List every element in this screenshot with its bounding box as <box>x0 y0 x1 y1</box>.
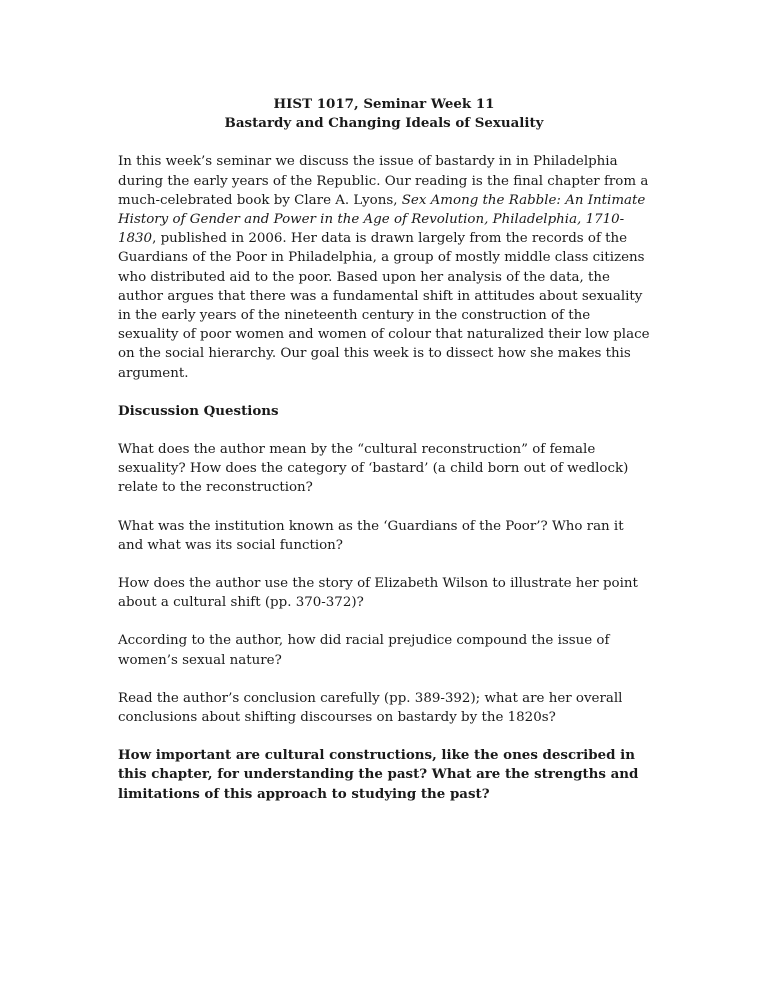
intro-text-before: In this week’s seminar we discuss the issue of bastardy in in Philadelphia during the early years of the Republic. Our reading is the final chapter from a much-celebrated book by Clare A. Lyons, <box>118 154 649 208</box>
discussion-question-1: What does the author mean by the “cultural reconstruction” of female sexuality? How does the category of ‘bastard’ (a child born out of wedlock) relate to the reconstruction? <box>118 442 629 496</box>
discussion-question-3: How does the author use the story of Elizabeth Wilson to illustrate her point about a cultural shift (pp. 370-372)? <box>118 576 638 611</box>
discussion-question-4: According to the author, how did racial prejudice compound the issue of women’s sexual nature? <box>118 633 610 668</box>
course-title: HIST 1017, Seminar Week 11 <box>273 96 495 112</box>
discussion-heading: Discussion Questions <box>118 402 279 419</box>
seminar-topic-title: Bastardy and Changing Ideals of Sexuality <box>224 115 544 132</box>
intro-text-after: , published in 2006. Her data is drawn largely from the records of the Guardians of the Poor in Philadelphia, a group of mostly middle class citizens who distributed aid to the poor. Based upon her analysis of the data, the author argues that there was a fundamental shift in attitudes about sexuality in the early years of the nineteenth century in the construction of the sexuality of poor women and women of colour that naturalized their low place on the social hierarchy. Our goal this week is to dissect how she makes this argument. <box>118 231 650 381</box>
discussion-question-2: What was the institution known as the ‘Guardians of the Poor’? Who ran it and what was its social function? <box>118 518 624 553</box>
discussion-question-5: Read the author’s conclusion carefully (pp. 389-392); what are her overall conclusions about shifting discourses on bastardy by the 1820s? <box>118 690 623 726</box>
final-question: How important are cultural constructions, like the ones described in this chapter, for understanding the past? What are the strengths and limitations of this approach to studying the past? <box>118 747 639 802</box>
document-title <box>118 95 650 133</box>
book-title: Sex Among the Rabble: An Intimate History of Gender and Power in the Age of Revolution, Philadelphia, 1710-1830 <box>118 192 646 247</box>
intro-paragraph <box>118 152 650 382</box>
